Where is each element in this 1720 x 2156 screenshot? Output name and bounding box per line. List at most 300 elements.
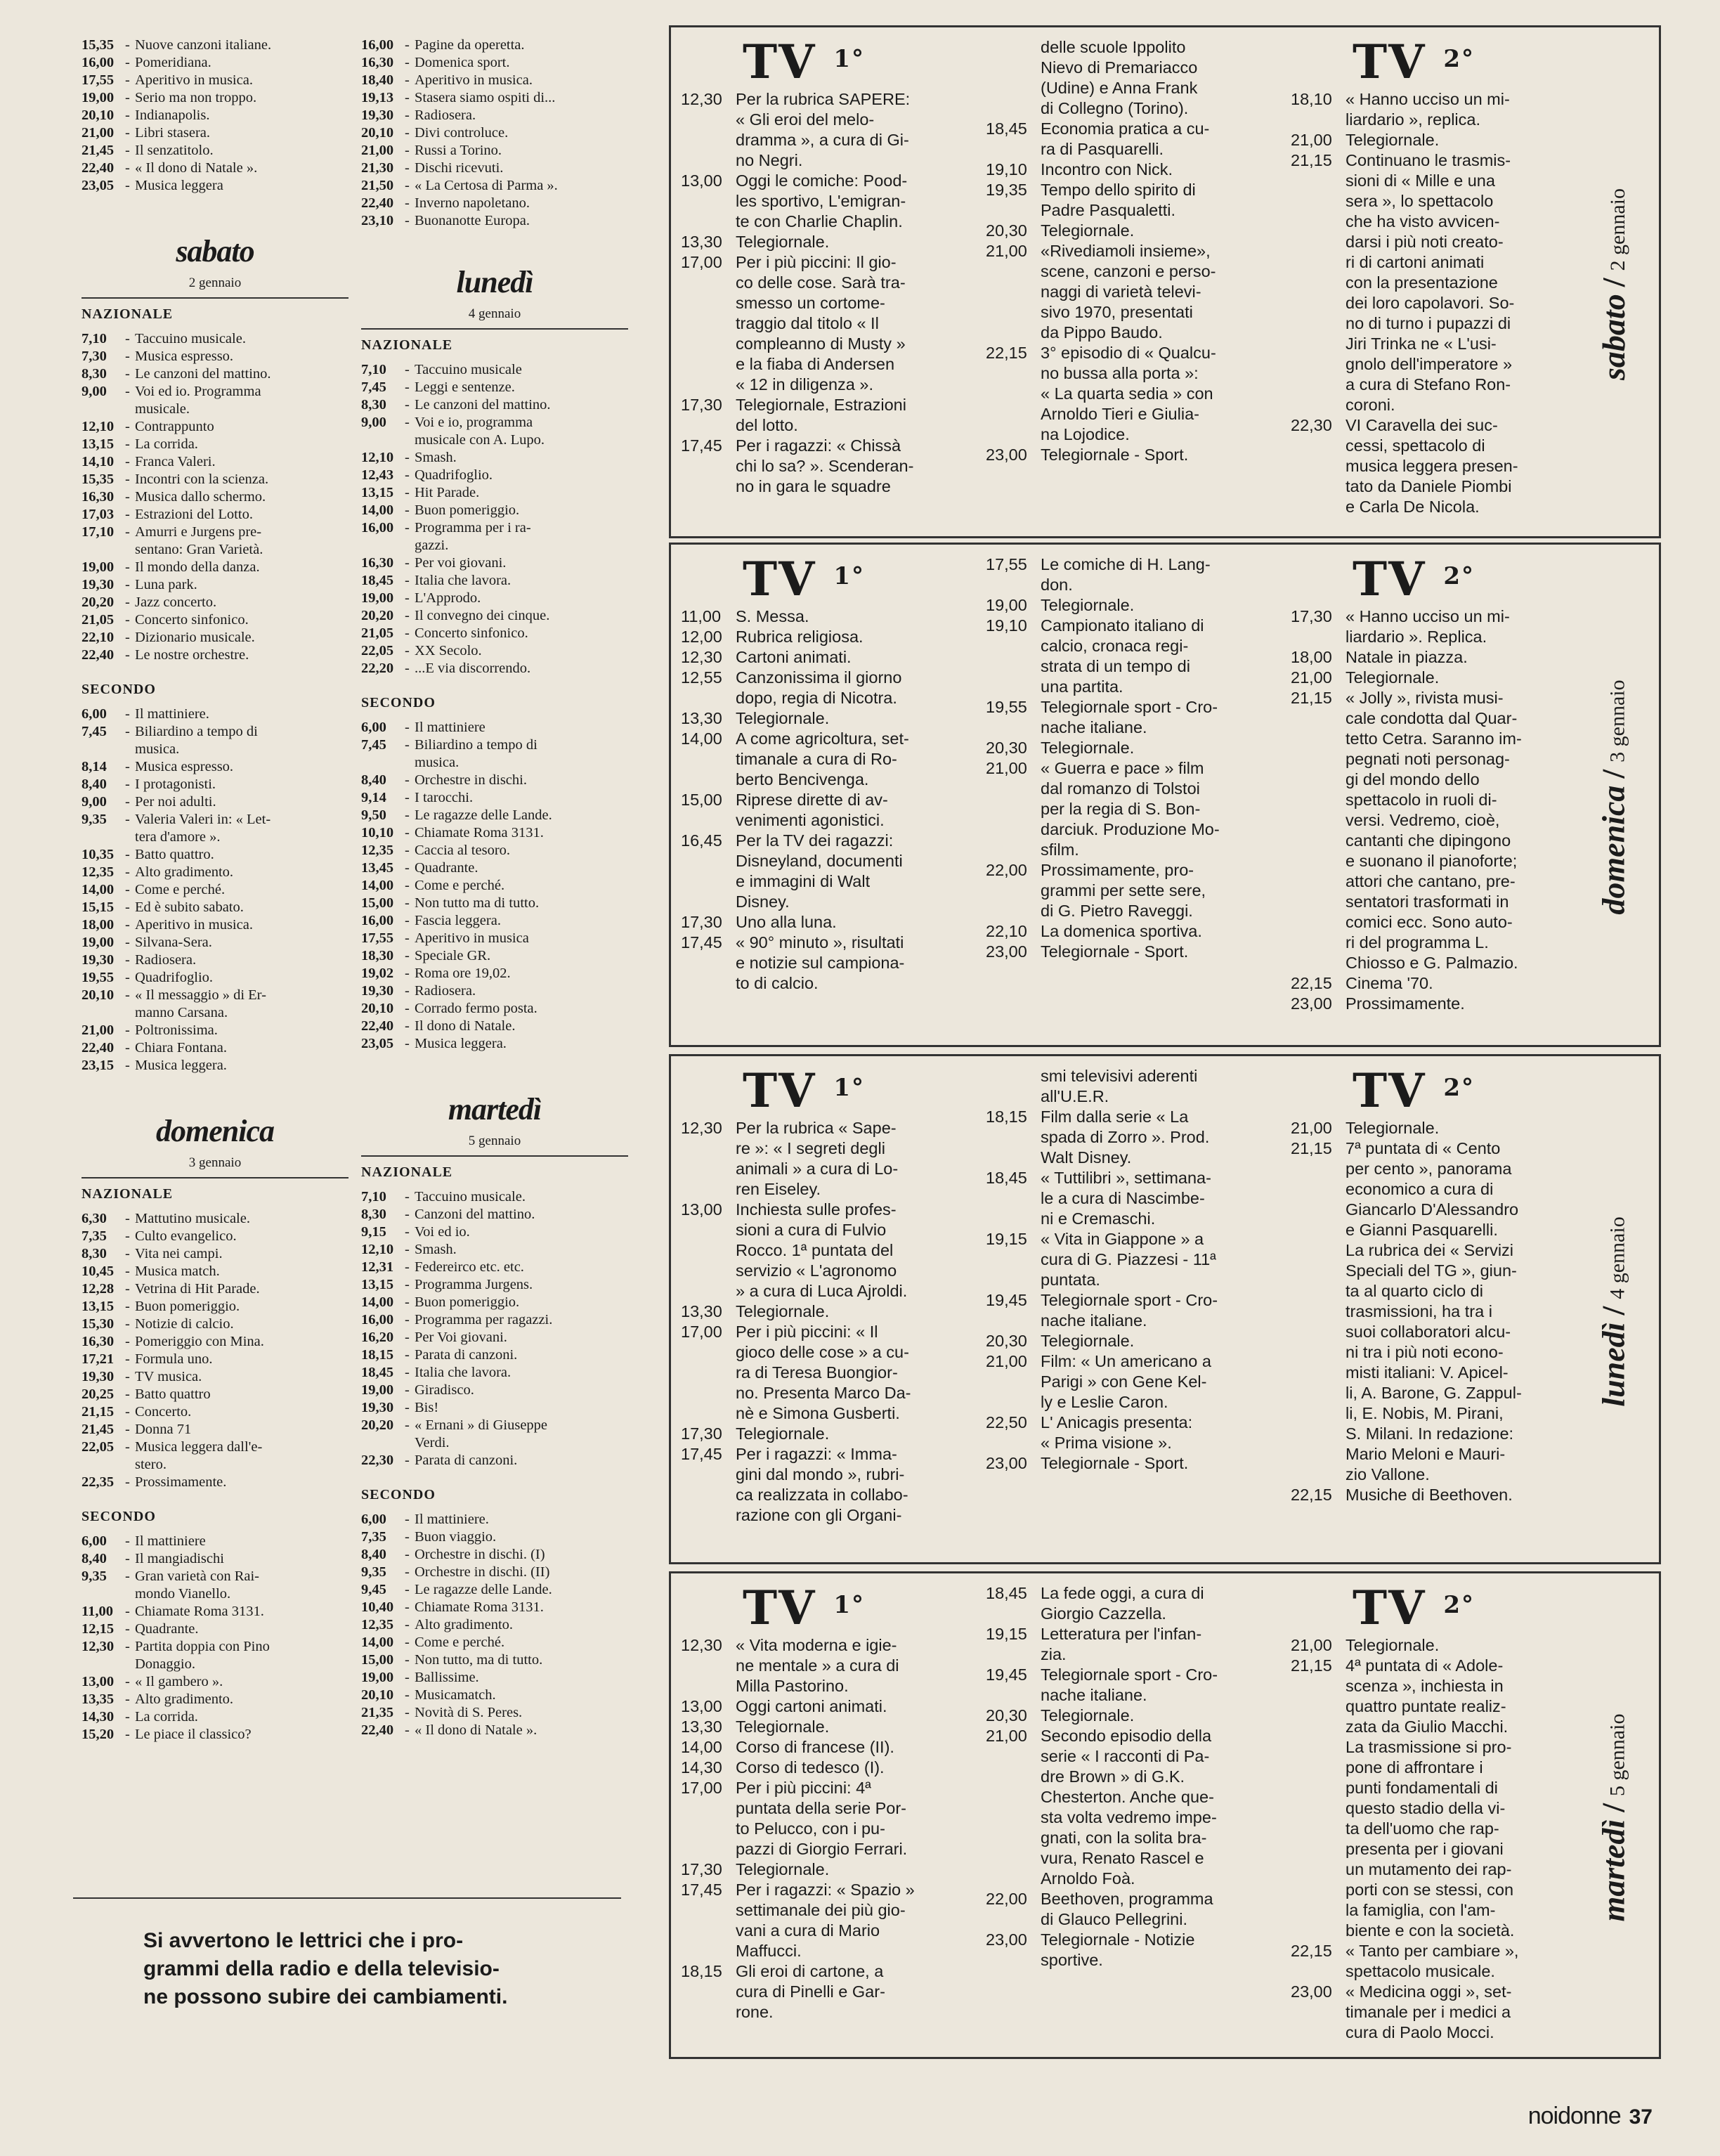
tv-program-row [1291,415,1558,517]
tv-program-row [986,1706,1274,1726]
dash: - [125,1228,130,1244]
program-description [1041,1229,1274,1290]
program-text-line: sivo 1970, presentati [1041,303,1193,321]
program-title [135,1280,348,1298]
program-time: 13,45 [361,860,394,876]
program-text-line: Rocco. 1ª puntata del [736,1241,894,1259]
dash: - [405,362,410,377]
program-text-line: Telegiornale sport - Cro- [1041,698,1218,716]
program-text-line: e notizie sul campiona- [736,954,905,972]
radio-program-row [82,1057,348,1074]
program-title [415,1687,628,1704]
program-text-line: Cinema '70. [1346,974,1433,992]
program-time: 12,28 [82,1281,115,1297]
program-title-line: XX Secolo. [415,643,482,658]
program-text-line: pegnati noti personag- [1346,750,1510,768]
program-time: 14,00 [681,1738,722,1756]
program-text-line: economico a cura di [1346,1180,1494,1198]
tv-program-row [681,232,969,252]
program-title-line: Taccuino musicale. [135,331,246,346]
program-title-line: Pagine da operetta. [415,37,525,53]
dash: - [125,1604,130,1619]
radio-program-row [361,607,628,625]
program-description [736,1635,969,1696]
program-title-line: Come e perché. [415,1635,505,1650]
dash: - [405,1036,410,1051]
radio-program-row [82,124,348,142]
radio-program-row [361,877,628,895]
program-time: 9,50 [361,807,386,823]
program-text-line: Giancarlo D'Alessandro [1346,1200,1519,1219]
program-time: 18,15 [361,1347,394,1363]
tv-channel-1-column-a [681,27,969,497]
program-text-line: Per la rubrica SAPERE: [736,90,911,108]
magazine-name: noidonne [1527,2103,1621,2129]
dash: - [405,860,410,876]
program-text-line: Film dalla serie « La [1041,1108,1189,1126]
program-title-line: Il mattiniere [135,1533,206,1549]
program-description [1346,688,1558,973]
program-text-line: settimanale dei più gio- [736,1901,906,1919]
notice-box [73,1897,621,2011]
program-text-line: con la presentazione [1346,273,1498,292]
program-text-line: Per i più piccini: 4ª [736,1779,871,1797]
program-time: 22,15 [1291,1942,1332,1960]
program-title [135,383,348,418]
program-title [135,934,348,952]
program-title-line: Aperitivo in musica. [135,72,253,88]
dash: - [125,577,130,592]
program-time: 22,15 [1291,1486,1332,1504]
radio-program-row [82,1673,348,1691]
program-title-line: musicale con A. Lupo. [415,432,545,448]
dash: - [405,72,410,88]
program-title [415,1564,628,1581]
dash: - [125,1387,130,1402]
radio-program-row [361,930,628,947]
program-text-line: chi lo sa? ». Scenderan- [736,457,914,475]
program-text-line: serie « I racconti di Pa- [1041,1747,1210,1765]
radio-program-row [82,1022,348,1039]
program-title [135,1621,348,1638]
program-title-line: Il mangiadischi [135,1551,224,1566]
program-text-line: quattro puntate realiz- [1346,1697,1506,1715]
radio-program-row [82,934,348,952]
program-description [736,232,969,252]
program-title-line: Programma per i ra- [415,520,531,535]
program-title [415,772,628,789]
program-time: 23,10 [361,213,394,228]
dash: - [405,1382,410,1398]
program-time: 12,31 [361,1259,394,1275]
radio-program-row [82,330,348,348]
program-title-line: Roma ore 19,02. [415,966,511,981]
program-title-line: I tarocchi. [415,790,474,805]
tv-program-row [986,1930,1274,1970]
program-description [736,395,969,436]
tv-program-row [1291,1982,1558,2043]
radio-program-row [361,414,628,449]
tv-program-row [681,1859,969,1880]
program-time: 7,10 [361,362,386,377]
program-title [415,1704,628,1722]
dash: - [405,1705,410,1720]
program-title-line: Speciale GR. [415,948,491,963]
dash: - [405,1670,410,1685]
program-text-line: berto Bencivenga. [736,770,869,788]
dash: - [405,108,410,123]
dash: - [405,625,410,641]
program-time: 21,00 [361,143,394,158]
tv-program-row [986,221,1274,241]
radio-program-row [82,647,348,664]
dash: - [405,1312,410,1327]
radio-program-row [361,37,628,54]
program-description [1041,1168,1274,1229]
tv-logo-text: TV [743,552,816,606]
program-title-line: Serio ma non troppo. [135,90,257,105]
radio-day-heading: lunedì [456,265,533,299]
radio-program-row [361,54,628,72]
dash: - [125,125,130,141]
program-text-line: per cento », panorama [1346,1160,1512,1178]
program-text-line: venimenti agonistici. [736,811,885,829]
radio-program-row [361,1669,628,1687]
program-title-line: Taccuino musicale. [415,1189,526,1204]
dash: - [125,812,130,827]
program-title-line: Il senzatitolo. [135,143,214,158]
program-time: 19,30 [82,1369,115,1384]
program-description [1041,160,1274,180]
continued-text [986,37,1274,119]
tv-program-row [986,1726,1274,1889]
program-description [1041,343,1274,445]
program-title-line: Mattutino musicale. [135,1211,250,1226]
dash: - [125,349,130,364]
radio-day-heading: sabato [176,234,254,268]
program-time: 12,10 [82,419,115,434]
program-text-line: Walt Disney. [1041,1148,1132,1167]
program-text-line: sta volta vedremo impe- [1041,1808,1217,1826]
side-slash: / [1595,1803,1631,1812]
radio-program-row [82,524,348,559]
program-text-line: Tempo dello spirito di [1041,181,1196,199]
program-description [1041,445,1274,465]
program-text-line: cantanti che dipingono [1346,831,1511,850]
dash: - [405,1242,410,1257]
program-description [1346,1982,1558,2043]
program-time: 22,05 [82,1439,115,1455]
program-text-line: e Gianni Pasquarelli. [1346,1221,1498,1239]
program-title-line: Italia che lavora. [415,573,512,588]
dash: - [405,485,410,500]
program-description [736,831,969,912]
radio-program-row [82,1691,348,1708]
radio-program-row [82,1386,348,1403]
program-title [415,1346,628,1364]
program-time: 21,45 [82,143,115,158]
program-title-line: Buon pomeriggio. [415,1294,520,1310]
tv-channel-1-column-b [986,545,1274,962]
radio-program-row [361,1382,628,1399]
program-time: 18,10 [1291,90,1332,108]
radio-program-row [82,436,348,453]
tv-program-row [1291,1485,1558,1505]
program-time: 19,45 [986,1665,1027,1684]
program-description [1346,415,1558,517]
radio-program-row [82,594,348,611]
program-title-line: Jazz concerto. [135,595,217,610]
program-text-line: Secondo episodio della [1041,1727,1212,1745]
program-description [736,912,969,933]
program-text-line: gioco delle cose » a cu- [736,1343,909,1361]
program-text-line: ren Eiseley. [736,1180,821,1198]
radio-program-row [82,952,348,969]
program-text-line: sioni a cura di Fulvio [736,1221,887,1239]
program-text-line: li, E. Nobis, M. Pirani, [1346,1404,1504,1422]
program-title-line: Libri stasera. [135,125,211,141]
program-time: 21,15 [1291,689,1332,707]
radio-program-row [361,1311,628,1329]
radio-program-row [361,195,628,212]
tv-program-row [681,1758,969,1778]
program-text-line: comici ecc. Sono auto- [1346,913,1513,931]
program-description [736,1118,969,1200]
program-text-line: ni e Cremaschi. [1041,1209,1156,1228]
program-text-line: rone. [736,2003,774,2021]
program-time: 20,20 [361,1417,394,1433]
program-time: 6,00 [361,720,386,735]
dash: - [125,1551,130,1566]
program-time: 20,20 [361,608,394,623]
radio-program-row [361,1346,628,1364]
program-title-line: Canzoni del mattino. [415,1207,535,1222]
program-text-line: « Gli eroi del melo- [736,110,875,129]
program-text-line: Telegiornale - Sport. [1041,446,1189,464]
radio-program-row [82,1368,348,1386]
program-description [1041,119,1274,160]
program-description [736,1301,969,1322]
program-time: 12,35 [361,843,394,858]
program-title-line: Valeria Valeri in: « Let- [135,812,271,827]
program-text-line: Telegiornale. [736,709,830,727]
program-time: 23,00 [986,1454,1027,1472]
program-time: 18,30 [361,948,394,963]
tv-program-row [986,1331,1274,1351]
program-time: 18,45 [361,1365,394,1380]
program-text-line: per la regia di S. Bon- [1041,800,1201,818]
program-title-line: Alto gradimento. [135,1691,234,1707]
radio-program-row [82,1568,348,1603]
program-text-line: Corso di francese (II). [736,1738,894,1756]
program-text-line: Per i ragazzi: « Chissà [736,436,901,455]
program-title-line: Concerto. [135,1404,192,1420]
program-time: 19,15 [986,1230,1027,1248]
tv-program-row [681,1961,969,2022]
dash: - [405,772,410,788]
program-text-line: S. Messa. [736,607,809,625]
program-time: 23,00 [1291,1982,1332,2001]
tv-program-row [986,921,1274,942]
program-title [415,947,628,965]
tv-program-row [681,606,969,627]
program-title-line: Quadrante. [135,1621,199,1637]
program-title-line: Stasera siamo ospiti di... [415,90,556,105]
program-text-line: ta dell'uomo che rap- [1346,1819,1499,1838]
radio-program-row [82,793,348,811]
tv-program-row [1291,994,1558,1014]
program-description [1041,697,1274,738]
program-title-line: Indianapolis. [135,108,210,123]
program-text-line: Arnoldo Tieri e Giulia- [1041,405,1199,423]
tv-program-row [681,171,969,232]
tv-program-row [681,1200,969,1301]
program-time: 12,30 [681,1119,722,1137]
dash: - [125,952,130,968]
program-text-line: spettacolo in ruoli di- [1346,791,1497,809]
program-title-line: Per voi giovani. [415,555,507,571]
dash: - [125,1022,130,1038]
radio-program-row [82,1638,348,1673]
program-time: 18,45 [986,1169,1027,1187]
program-text-line: Per i ragazzi: « Imma- [736,1445,897,1463]
network-label-nazionale: NAZIONALE [361,1155,628,1181]
program-time: 23,00 [1291,994,1332,1013]
dash: - [125,472,130,487]
program-description [1041,758,1274,860]
program-time: 19,35 [986,181,1027,199]
program-title-line: « Il messaggio » di Er- [135,987,266,1003]
program-time: 13,00 [681,1697,722,1715]
program-title-line: Giradisco. [415,1382,474,1398]
dash: - [125,90,130,105]
program-title [135,1673,348,1691]
side-day-name: lunedì [1595,1322,1631,1407]
program-text-line: Per i ragazzi: « Spazio » [736,1881,915,1899]
program-time: 12,30 [681,648,722,666]
dash: - [405,1400,410,1415]
tv-program-row [986,1290,1274,1331]
dash: - [125,1369,130,1384]
dash: - [405,1189,410,1204]
program-description [736,1717,969,1737]
side-slash: / [1595,278,1631,287]
radio-program-row [361,965,628,982]
program-text-line: La rubrica dei « Servizi [1346,1241,1514,1259]
radio-day-date: 5 gennaio [468,1134,521,1148]
program-title [135,916,348,934]
radio-program-row [82,54,348,72]
program-time: 19,00 [361,1670,394,1685]
program-description [1041,180,1274,221]
program-text-line: versi. Vedremo, cioè, [1346,811,1500,829]
program-text-line: che ha visto avvicen- [1346,212,1500,230]
program-description [736,729,969,790]
program-description [1346,1118,1558,1138]
radio-program-row [361,1417,628,1452]
program-text-line: ne mentale » a cura di [736,1656,899,1675]
radio-program-row [82,576,348,594]
tv-program-row [681,436,969,497]
radio-program-row [82,1533,348,1550]
program-time: 12,10 [361,1242,394,1257]
program-title [135,969,348,987]
dash: - [125,108,130,123]
program-text-line: zia. [1041,1645,1067,1663]
program-title [415,484,628,502]
radio-program-row [361,842,628,859]
dash: - [125,524,130,540]
tv-day-side-label [1575,1573,1652,2061]
program-time: 21,50 [361,178,394,193]
program-title [415,625,628,642]
program-description [736,1758,969,1778]
dash: - [405,143,410,158]
program-text-line: gini dal mondo », rubri- [736,1465,905,1483]
program-title [135,1368,348,1386]
program-title-line: musica. [135,741,180,757]
program-text-line: Arnoldo Foà. [1041,1869,1135,1888]
program-description [736,252,969,395]
tv-program-row [986,1229,1274,1290]
program-title-line: musicale. [135,401,190,417]
program-title-line: Concerto sinfonico. [135,612,249,628]
program-time: 17,03 [82,507,115,522]
program-title [415,1259,628,1276]
dash: - [405,213,410,228]
program-description [1041,1624,1274,1665]
program-title-line: Le piace il classico? [135,1727,252,1742]
program-text-line: sentatori trasformati in [1346,892,1509,911]
program-text-line: Oggi cartoni animati. [736,1697,887,1715]
program-title-line: « Il dono di Natale ». [135,160,258,176]
program-title [135,811,348,846]
program-text-line: Per i più piccini: Il gio- [736,253,897,271]
program-text-line: Telegiornale. [736,1302,830,1320]
dash: - [405,661,410,676]
program-title [135,987,348,1022]
program-text-line: Prossimamente, pro- [1041,861,1194,879]
program-title [135,177,348,195]
tv-channel-number: 1° [833,562,865,590]
program-title [415,54,628,72]
tv-program-row [986,1665,1274,1706]
program-text-line: un mutamento dei rap- [1346,1860,1512,1878]
program-title [415,1311,628,1329]
program-time: 18,40 [361,72,394,88]
radio-column-1 [82,37,348,1743]
radio-program-row [361,1399,628,1417]
program-title-line: Ed è subito sabato. [135,900,244,915]
program-time: 15,00 [681,791,722,809]
program-time: 13,30 [681,709,722,727]
program-title-line: Chiamate Roma 3131. [135,1604,264,1619]
program-text-line: traggio dal titolo « Il [736,314,879,332]
program-text-line: « Prima visione ». [1041,1434,1172,1452]
program-description [1346,668,1558,688]
dash: - [405,983,410,999]
program-time: 9,00 [82,794,107,810]
tv-program-row [681,912,969,933]
dash: - [125,1404,130,1420]
program-title [135,1568,348,1603]
program-time: 20,30 [986,1332,1027,1350]
dash: - [405,1582,410,1597]
program-title [415,195,628,212]
program-time: 15,30 [82,1316,115,1332]
program-text-line: Telegiornale. [1041,1332,1135,1350]
dash: - [125,647,130,663]
